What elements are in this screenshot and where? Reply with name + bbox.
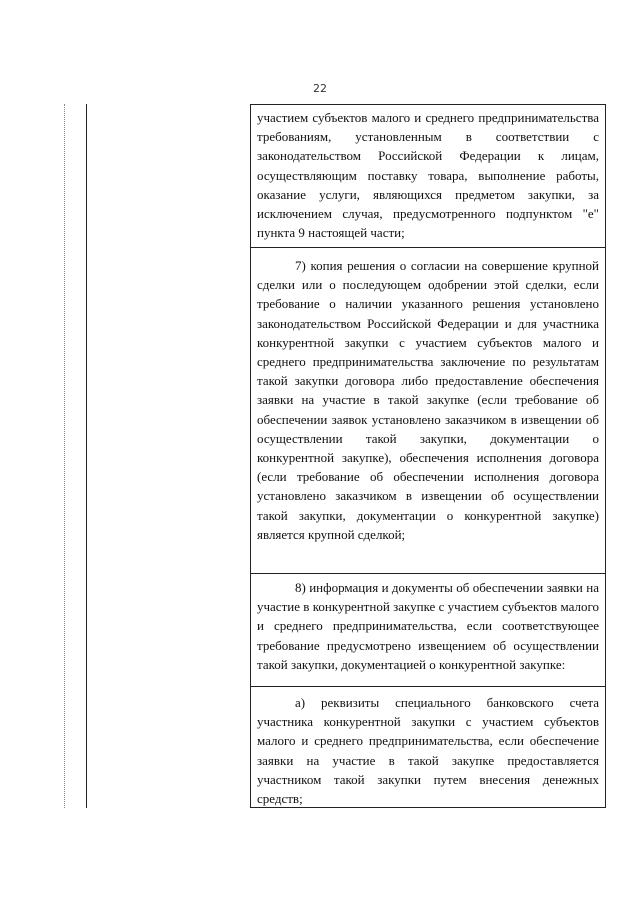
paragraph-continuation: участием субъектов малого и среднего предпринимательства требованиям, установленным в соответствии с законодательством Российской Федерации к лицам, осуществляющим поставку товара, выполнение работы, оказание услуги, являющихся предметом закупки, за исключением случая, предусмотренного подпунктом "е" пункта 9 настоящей части; [257,110,599,241]
paragraph-item-8: 8) информация и документы об обеспечении заявки на участие в конкурентной закупке с участием субъектов малого и среднего предпринимательства, если соответствующее требование предусмотрено извещением об осуществлении такой закупки, документацией о конкурентной закупке: [257,580,599,672]
column-divider [250,104,251,808]
paragraph-item-8a: а) реквизиты специального банковского счета участника конкурентной закупки с участием субъектов малого и среднего предпринимательства, если обеспечение заявки на участие в такой закупке предоставляется участником такой закупки путем внесения денежных средств; [257,695,599,807]
column-divider [86,104,87,808]
page-number: 22 [313,82,327,95]
paragraph-item-7: 7) копия решения о согласии на совершение крупной сделки или о последующем одобрении этой сделки, если требование о наличии указанного решения установлено законодательством Российской Федерации и для участника конкурентной закупки с участием субъектов малого и среднего предпринимательства заключение по результатам такой закупки договора либо предоставление обеспечения заявки на участие в такой закупке (если требование об обеспечении заявок установлено заказчиком в извещении об осуществлении такой закупки, документации о конкурентной закупке), обеспечения исполнения договора (если требование об обеспечении исполнения договора установлено заказчиком в извещении об осуществлении такой закупки, документации о конкурентной закупке) является крупной сделкой; [257,258,599,542]
row-divider [250,104,606,105]
table-left-border [64,104,65,808]
row-divider [250,686,606,687]
document-table [64,104,606,808]
row-divider [250,247,606,248]
row-divider [250,573,606,574]
table-right-border [605,104,606,808]
